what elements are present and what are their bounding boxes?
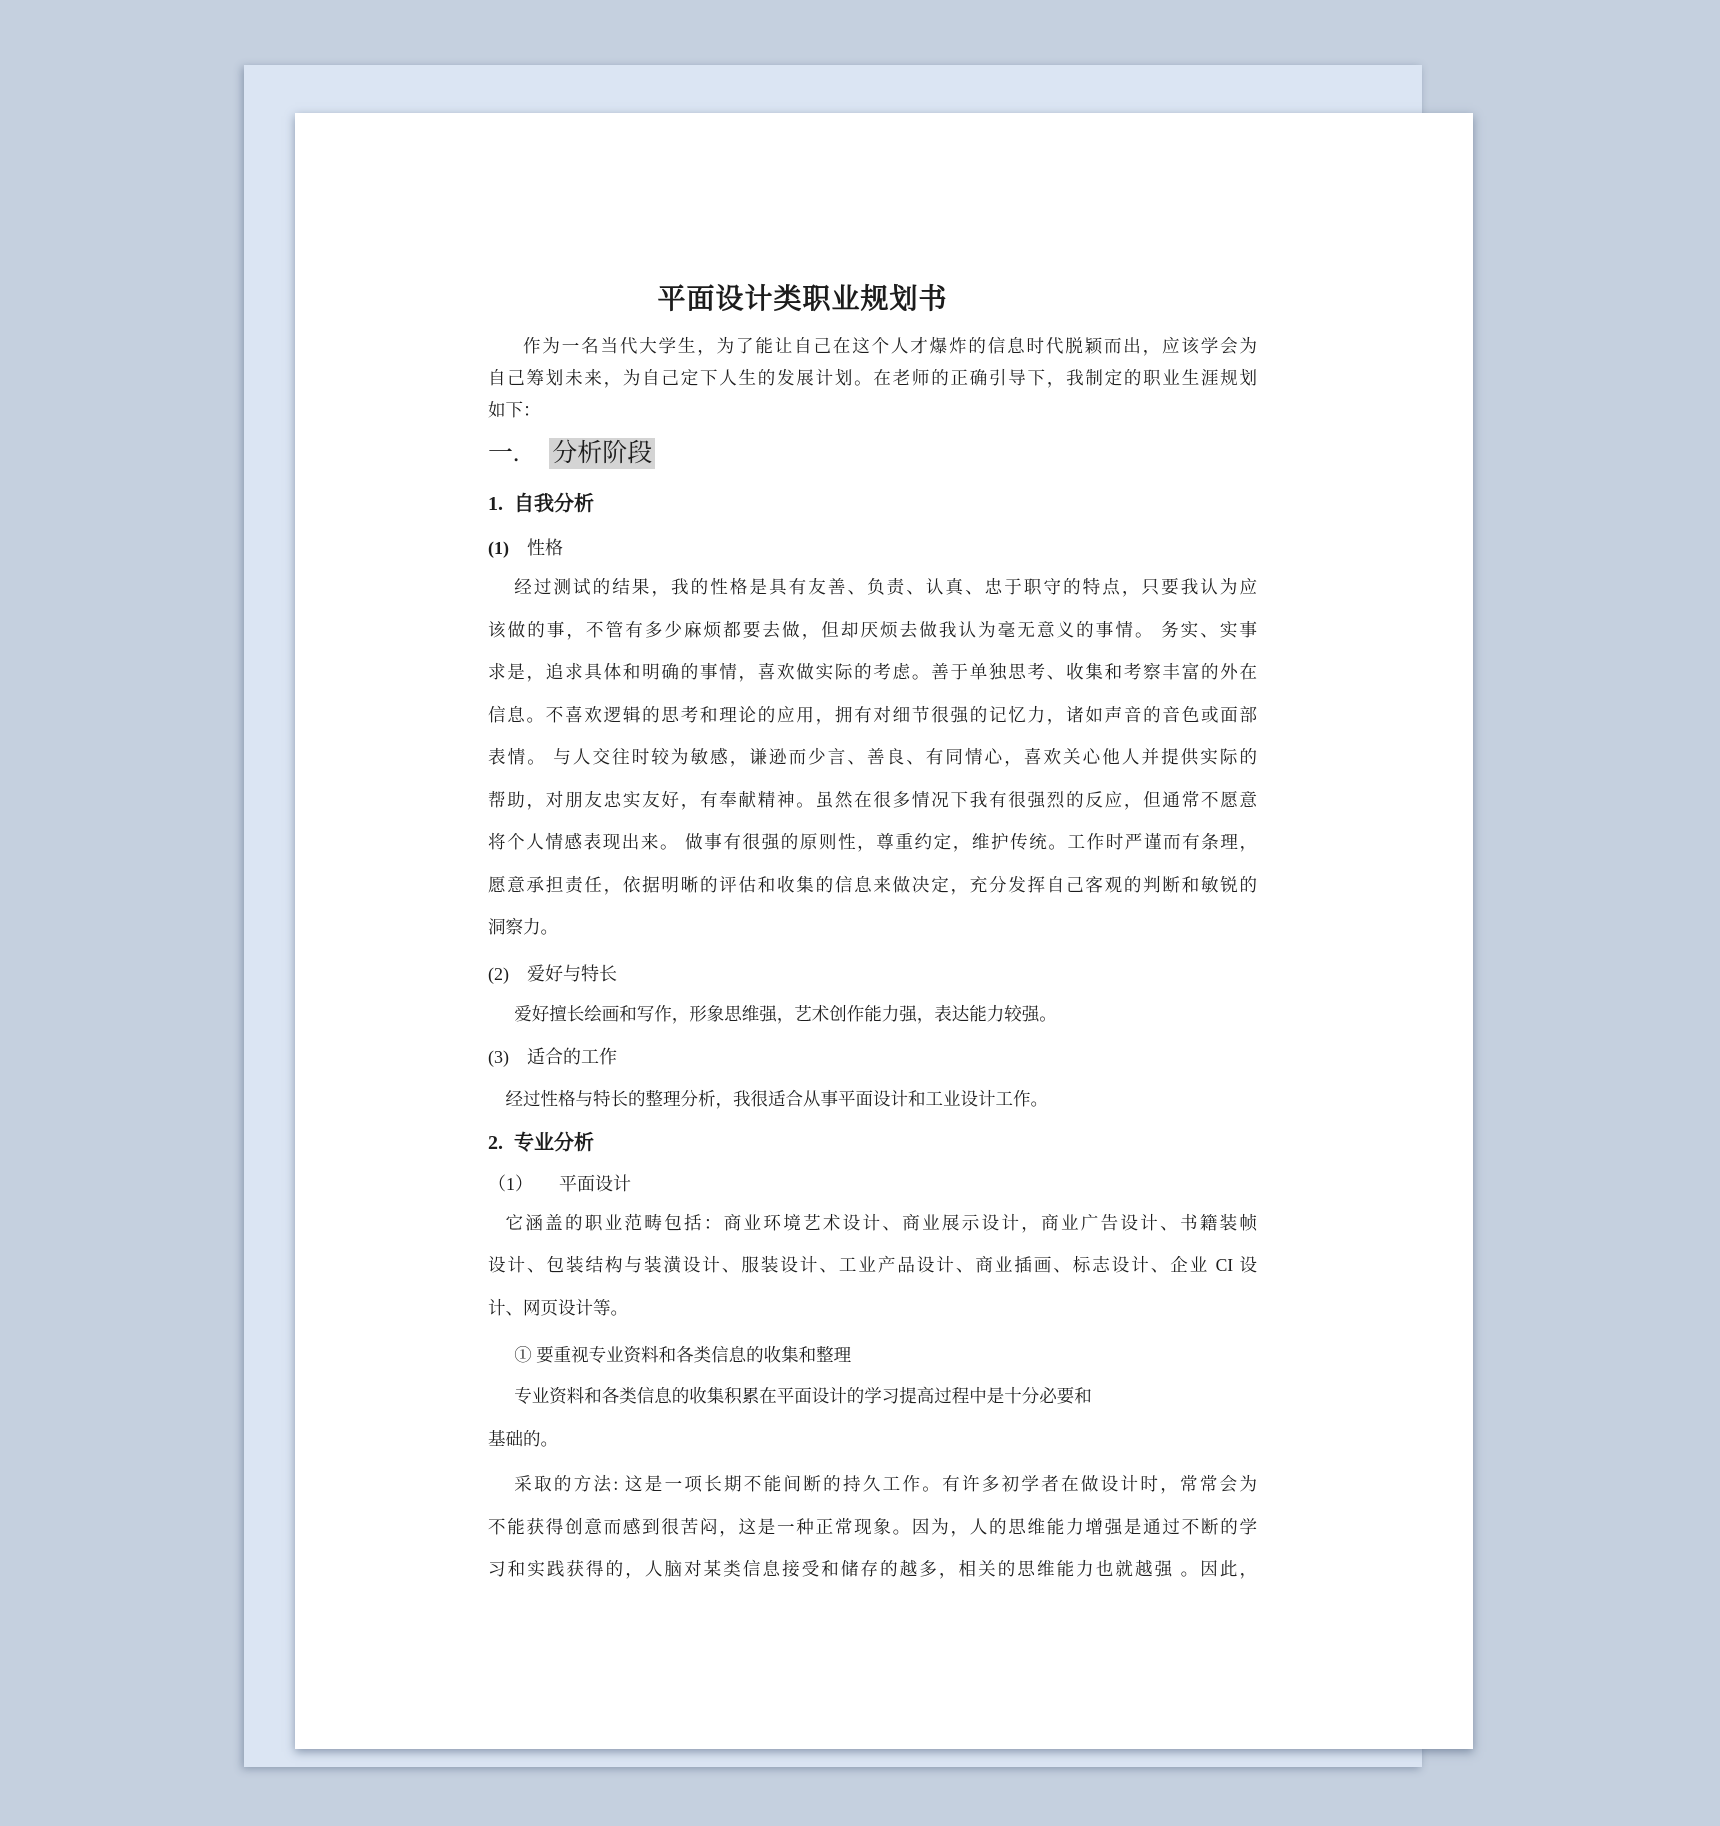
- list-label: [488, 961, 1257, 987]
- text-line: 洞察力。: [488, 917, 558, 937]
- text-line: 表情。 与人交往时较为敏感，谦逊而少言、善良、有同情心，喜欢关心他人并提供实际的: [488, 747, 1257, 767]
- document-page: [295, 113, 1473, 1749]
- text-line: 帮助，对朋友忠实友好，有奉献精神。虽然在很多情况下我有很强烈的反应，但通常不愿意: [488, 789, 1257, 810]
- text-line: 爱好擅长绘画和写作，形象思维强，艺术创作能力强，表达能力较强。: [514, 1003, 1057, 1024]
- text-line: 求是，追求具体和明确的事情，喜欢做实际的考虑。善于单独思考、收集和考察丰富的外在: [488, 662, 1257, 682]
- doc-body: [488, 330, 1257, 1591]
- section-heading: [488, 435, 1257, 473]
- list-label: [488, 535, 1257, 561]
- doc-title: 平面设计类职业规划书: [657, 284, 948, 315]
- heading-text: 性格: [527, 538, 563, 558]
- heading-number: (3): [488, 1046, 509, 1067]
- text-line: 将个人情感表现出来。 做事有很强的原则性，尊重约定，维护传统。工作时严谨而有条理，: [488, 832, 1257, 852]
- page-content-area: [295, 113, 1473, 1749]
- text-line: 专业资料和各类信息的收集积累在平面设计的学习提高过程中是十分必要和: [514, 1386, 1092, 1406]
- text-line: 该做的事，不管有多少麻烦都要去做，但却厌烦去做我认为毫无意义的事情。 务实、实事: [488, 619, 1257, 640]
- text-line: 采取的方法: 这是一项长期不能间断的持久工作。有许多初学者在做设计时，常常会为: [514, 1474, 1257, 1494]
- paragraph: [488, 1202, 1257, 1330]
- text-line: 它涵盖的职业范畴包括：商业环境艺术设计、商业展示设计，商业广告设计、书籍装帧: [505, 1212, 1257, 1233]
- paragraph: [488, 330, 1257, 426]
- heading-number: (1): [488, 538, 509, 558]
- heading-text: 平面设计: [559, 1173, 631, 1194]
- highlighted-text: 分析阶段: [549, 438, 655, 469]
- heading-text: 专业分析: [514, 1131, 594, 1154]
- text-line: 经过性格与特长的整理分析，我很适合从事平面设计和工业设计工作。: [505, 1088, 1048, 1109]
- text-line: 计、网页设计等。: [488, 1297, 628, 1318]
- heading-number: 1.: [488, 493, 503, 515]
- paragraph: [488, 566, 1257, 949]
- list-label: [488, 1171, 1257, 1197]
- text-line: 经过测试的结果，我的性格是具有友善、负责、认真、忠于职守的特点，只要我认为应: [514, 577, 1257, 597]
- heading-number: 2.: [488, 1131, 503, 1154]
- heading-number: 一.: [488, 440, 520, 467]
- text-line: 自己筹划未来，为自己定下人生的发展计划。在老师的正确引导下，我制定的职业生涯规划: [488, 368, 1257, 388]
- text-line: 愿意承担责任，依据明晰的评估和收集的信息来做决定，充分发挥自己客观的判断和敏锐的: [488, 874, 1257, 895]
- text-line: 信息。不喜欢逻辑的思考和理论的应用，拥有对细节很强的记忆力，诸如声音的音色或面部: [488, 704, 1257, 725]
- paragraph: [488, 1375, 1257, 1460]
- heading-number: （1）: [488, 1173, 533, 1194]
- heading-text: 适合的工作: [527, 1046, 617, 1067]
- heading-text: 自我分析: [514, 493, 594, 515]
- subsection-heading: [488, 490, 1257, 518]
- text-line: 设计、包装结构与装潢设计、服装设计、工业产品设计、商业插画、标志设计、企业 CI 设: [488, 1255, 1257, 1275]
- list-label: [488, 1044, 1257, 1070]
- subsection-heading: [488, 1129, 1257, 1157]
- text-line: 不能获得创意而感到很苦闷，这是一种正常现象。因为，人的思维能力增强是通过不断的学: [488, 1516, 1257, 1537]
- heading-text: 爱好与特长: [527, 963, 617, 984]
- text-line: 作为一名当代大学生，为了能让自己在这个人才爆炸的信息时代脱颖而出，应该学会为: [523, 336, 1257, 356]
- text-line: ① 要重视专业资料和各类信息的收集和整理: [514, 1345, 852, 1365]
- text-line: 基础的。: [488, 1428, 558, 1449]
- text-line: 习和实践获得的，人脑对某类信息接受和储存的越多，相关的思维能力也就越强 。因此，: [488, 1559, 1257, 1579]
- heading-number: (2): [488, 963, 509, 984]
- text-line: 如下：: [488, 400, 541, 420]
- paragraph: [488, 1463, 1257, 1591]
